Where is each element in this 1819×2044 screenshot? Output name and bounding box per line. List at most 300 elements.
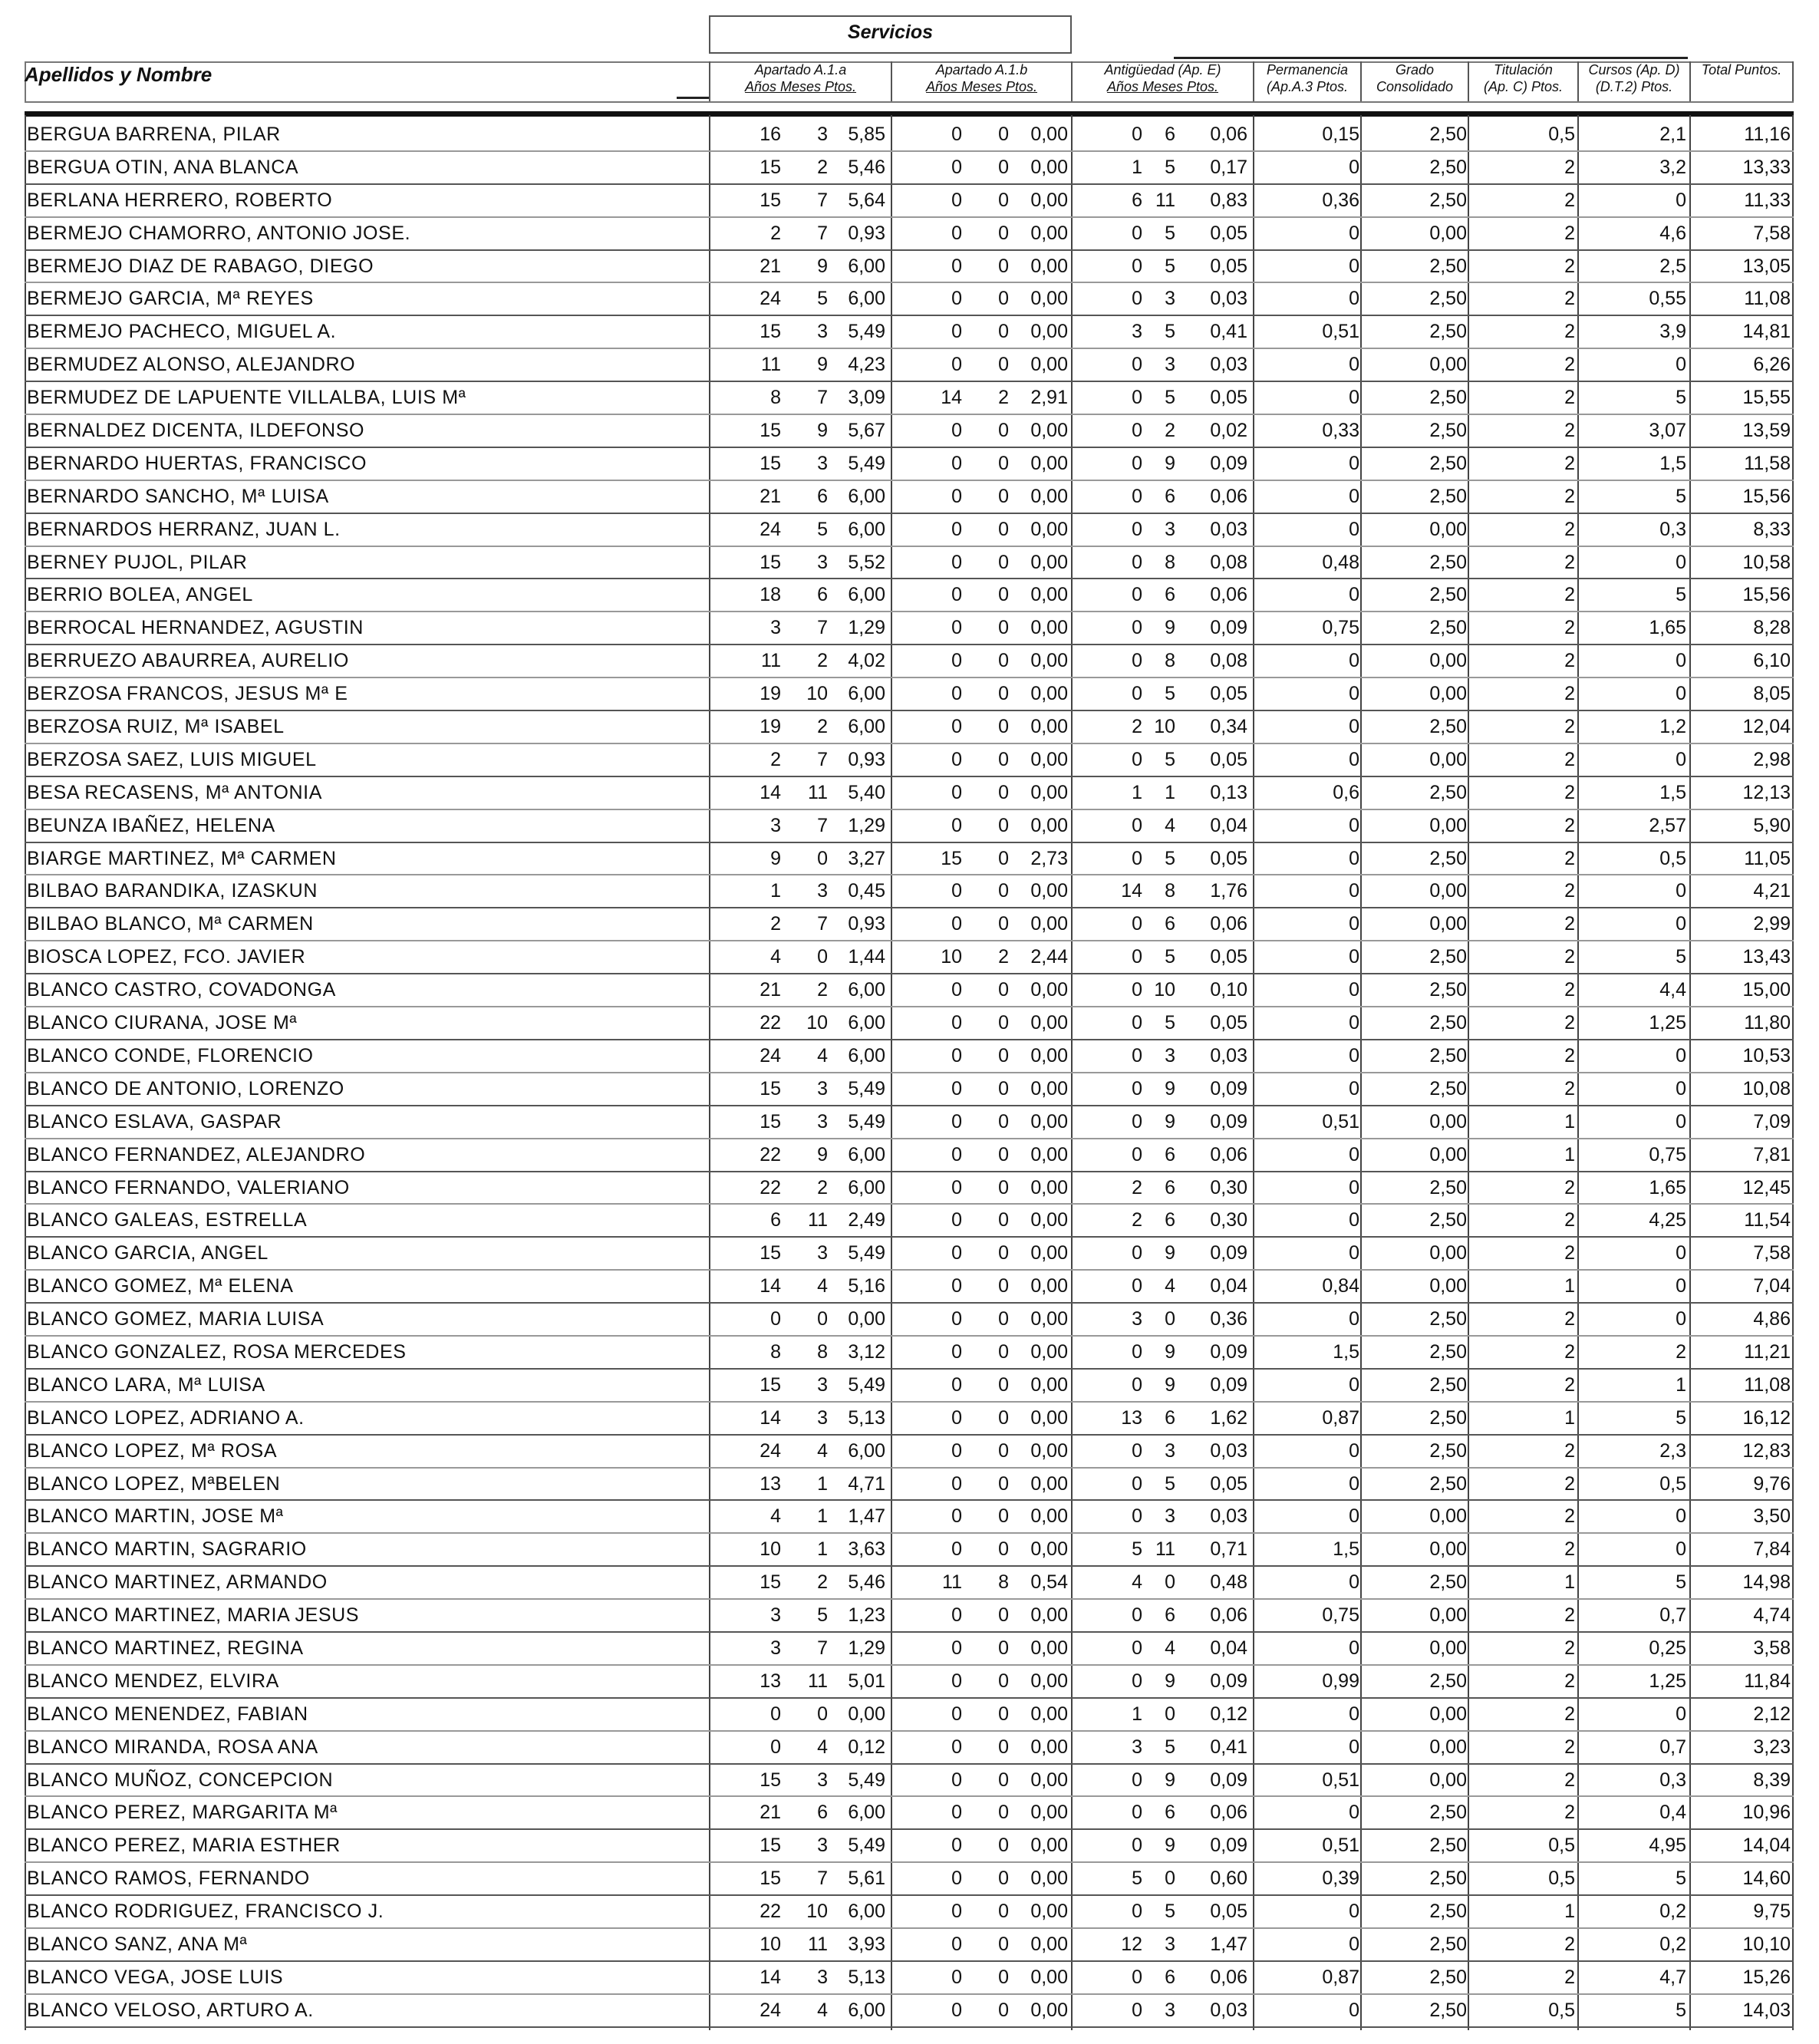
cell-cursos: 0,3 (1659, 518, 1686, 540)
cell-grado: 2,50 (1429, 387, 1467, 409)
cell-a1a-months: 9 (817, 420, 828, 442)
cell-antig-years: 0 (1132, 255, 1142, 277)
cell-permanencia: 0 (1349, 1901, 1359, 1923)
cell-a1b-points: 0,00 (1030, 255, 1068, 277)
cell-a1b-months: 0 (998, 1110, 1009, 1132)
cell-a1b-months: 0 (998, 1308, 1009, 1330)
cell-cursos: 1,25 (1649, 1670, 1686, 1692)
cell-antig-points: 0,03 (1210, 1439, 1247, 1462)
cell-a1a-points: 6,00 (848, 1044, 885, 1067)
cell-a1b-months: 0 (998, 1604, 1009, 1627)
table-row (25, 1633, 1794, 1666)
cell-a1a-years: 16 (760, 124, 781, 145)
cell-antig-years: 0 (1132, 1670, 1142, 1692)
cell-grado: 2,50 (1429, 617, 1467, 639)
cell-antig-points: 0,04 (1210, 1275, 1247, 1297)
cell-a1b-years: 0 (951, 354, 962, 376)
cell-name: BLANCO FERNANDEZ, ALEJANDRO (27, 1143, 366, 1165)
cell-a1a-years: 14 (760, 1406, 781, 1429)
cell-antig-points: 0,30 (1210, 1176, 1247, 1198)
cell-antig-months: 8 (1165, 551, 1175, 573)
cell-permanencia: 0 (1349, 1242, 1359, 1264)
cell-a1a-years: 10 (760, 1538, 781, 1561)
cell-a1b-points: 0,00 (1030, 748, 1068, 770)
cell-total: 7,04 (1753, 1275, 1791, 1297)
cell-grado: 0,00 (1429, 683, 1467, 705)
cell-titulacion: 2 (1564, 354, 1575, 376)
cell-antig-months: 1 (1165, 781, 1175, 803)
cell-a1a-months: 7 (817, 387, 828, 409)
cell-a1b-years: 0 (951, 124, 962, 145)
cell-antig-months: 6 (1165, 485, 1175, 507)
cell-titulacion: 1 (1564, 1571, 1575, 1594)
cell-cursos: 5 (1676, 584, 1686, 606)
cell-name: BLANCO MARTINEZ, MARIA JESUS (27, 1604, 360, 1627)
cell-titulacion: 2 (1564, 683, 1575, 705)
col-header-grado-l1: Grado (1395, 62, 1435, 77)
cell-a1a-months: 2 (817, 716, 828, 738)
cell-permanencia: 0 (1349, 485, 1359, 507)
cell-antig-months: 3 (1165, 1439, 1175, 1462)
cell-permanencia: 0 (1349, 156, 1359, 178)
cell-titulacion: 2 (1564, 1209, 1575, 1231)
cell-titulacion: 2 (1564, 1933, 1575, 1955)
cell-permanencia: 0 (1349, 222, 1359, 244)
cell-permanencia: 0 (1349, 584, 1359, 606)
cell-a1b-points: 0,00 (1030, 1340, 1068, 1363)
cell-antig-years: 3 (1132, 1736, 1142, 1758)
cell-permanencia: 0,84 (1322, 1275, 1359, 1297)
cell-a1b-points: 0,00 (1030, 617, 1068, 639)
cell-a1b-years: 0 (951, 1340, 962, 1363)
cell-permanencia: 0 (1349, 1933, 1359, 1955)
col-header-titulacion (1468, 61, 1577, 101)
cell-cursos: 5 (1676, 485, 1686, 507)
cell-grado: 2,50 (1429, 1966, 1467, 1988)
table-row (25, 1403, 1794, 1436)
cell-permanencia: 0,51 (1322, 1769, 1359, 1791)
cell-cursos: 5 (1676, 1868, 1686, 1890)
cell-antig-points: 0,30 (1210, 1209, 1247, 1231)
cell-permanencia: 0 (1349, 1571, 1359, 1594)
cell-antig-months: 9 (1165, 1340, 1175, 1363)
cell-a1a-points: 5,13 (848, 1406, 885, 1429)
cell-a1b-years: 0 (951, 420, 962, 442)
cell-a1b-years: 0 (951, 1275, 962, 1297)
cell-permanencia: 0 (1349, 1703, 1359, 1725)
cell-name: BERZOSA SAEZ, LUIS MIGUEL (27, 748, 317, 770)
cell-grado: 2,50 (1429, 716, 1467, 738)
cell-a1a-months: 3 (817, 551, 828, 573)
cell-permanencia: 0 (1349, 452, 1359, 474)
col-header-total-l1: Total Puntos. (1701, 62, 1782, 77)
cell-a1b-points: 0,00 (1030, 1901, 1068, 1923)
cell-a1b-months: 0 (998, 1176, 1009, 1198)
cell-name: BERGUA BARRENA, PILAR (27, 124, 281, 145)
cell-total: 13,59 (1742, 420, 1791, 442)
cell-permanencia: 0,39 (1322, 1868, 1359, 1890)
cell-a1b-years: 0 (951, 1835, 962, 1857)
cell-grado: 0,00 (1429, 1769, 1467, 1791)
cell-antig-points: 1,62 (1210, 1406, 1247, 1429)
cell-titulacion: 2 (1564, 1802, 1575, 1824)
cell-a1b-years: 0 (951, 156, 962, 178)
cell-antig-points: 0,41 (1210, 1736, 1247, 1758)
cell-antig-years: 0 (1132, 354, 1142, 376)
cell-a1a-months: 1 (817, 1538, 828, 1561)
cell-a1b-years: 0 (951, 288, 962, 310)
cell-grado: 2,50 (1429, 1012, 1467, 1034)
cell-a1a-years: 0 (770, 1703, 781, 1725)
cell-grado: 0,00 (1429, 1736, 1467, 1758)
cell-a1a-months: 3 (817, 1835, 828, 1857)
col-header-permanencia-l1: Permanencia (1266, 62, 1349, 77)
cell-grado: 2,50 (1429, 1999, 1467, 2021)
cell-a1b-points: 0,00 (1030, 1999, 1068, 2021)
cell-a1b-points: 0,00 (1030, 1868, 1068, 1890)
cell-antig-months: 8 (1165, 650, 1175, 672)
cell-permanencia: 0 (1349, 1308, 1359, 1330)
cell-permanencia: 0 (1349, 1802, 1359, 1824)
cell-a1a-months: 9 (817, 354, 828, 376)
cell-cursos: 1,2 (1659, 716, 1686, 738)
cell-a1a-months: 4 (817, 1275, 828, 1297)
cell-a1b-months: 0 (998, 1143, 1009, 1165)
cell-a1b-months: 0 (998, 354, 1009, 376)
cell-grado: 0,00 (1429, 1242, 1467, 1264)
cell-antig-months: 5 (1165, 321, 1175, 343)
cell-antig-months: 5 (1165, 255, 1175, 277)
cell-cursos: 0 (1676, 1110, 1686, 1132)
cell-antig-points: 0,05 (1210, 683, 1247, 705)
cell-a1a-points: 5,13 (848, 1966, 885, 1988)
cell-permanencia: 0 (1349, 1736, 1359, 1758)
cell-a1b-months: 0 (998, 551, 1009, 573)
cell-titulacion: 2 (1564, 189, 1575, 211)
cell-antig-points: 0,09 (1210, 1077, 1247, 1099)
cell-name: BLANCO DE ANTONIO, LORENZO (27, 1077, 344, 1099)
cell-antig-months: 11 (1155, 1538, 1175, 1561)
table-row (25, 908, 1794, 941)
cell-total: 15,26 (1742, 1966, 1791, 1988)
cell-a1a-points: 1,29 (848, 617, 885, 639)
cell-total: 9,76 (1753, 1472, 1791, 1495)
cell-total: 11,33 (1744, 189, 1791, 211)
cell-a1a-years: 15 (760, 1077, 781, 1099)
cell-grado: 0,00 (1429, 1110, 1467, 1132)
cell-antig-months: 6 (1165, 1209, 1175, 1231)
cell-a1a-years: 19 (760, 683, 781, 705)
cell-a1a-months: 7 (817, 617, 828, 639)
cell-name: BILBAO BARANDIKA, IZASKUN (27, 880, 318, 902)
cell-a1b-points: 0,00 (1030, 189, 1068, 211)
cell-permanencia: 0,51 (1322, 321, 1359, 343)
cell-permanencia: 0 (1349, 880, 1359, 902)
cell-antig-months: 9 (1165, 1077, 1175, 1099)
cell-a1a-years: 6 (770, 1209, 781, 1231)
cell-total: 10,96 (1742, 1802, 1791, 1824)
cell-titulacion: 2 (1564, 1242, 1575, 1264)
cell-a1a-points: 3,93 (848, 1933, 885, 1955)
cell-a1b-months: 0 (998, 1538, 1009, 1561)
cell-total: 6,10 (1753, 650, 1791, 672)
table-row (25, 744, 1794, 777)
cell-a1a-points: 3,27 (848, 847, 885, 869)
cell-antig-months: 4 (1165, 1275, 1175, 1297)
cell-antig-years: 0 (1132, 1077, 1142, 1099)
cell-a1a-points: 5,61 (848, 1868, 885, 1890)
cell-titulacion: 2 (1564, 781, 1575, 803)
cell-antig-years: 0 (1132, 387, 1142, 409)
cell-a1a-years: 21 (760, 485, 781, 507)
cell-name: BLANCO SANZ, ANA Mª (27, 1933, 248, 1955)
cell-antig-months: 5 (1165, 683, 1175, 705)
cell-a1b-months: 0 (998, 1340, 1009, 1363)
cell-titulacion: 2 (1564, 222, 1575, 244)
cell-a1b-months: 0 (998, 1835, 1009, 1857)
cell-a1a-months: 0 (817, 946, 828, 968)
cell-antig-points: 0,03 (1210, 1044, 1247, 1067)
cell-antig-years: 0 (1132, 1769, 1142, 1791)
cell-a1b-years: 0 (951, 1637, 962, 1659)
cell-a1b-points: 0,00 (1030, 288, 1068, 310)
cell-cursos: 5 (1676, 1999, 1686, 2021)
cell-permanencia: 1,5 (1333, 1340, 1359, 1363)
cell-total: 11,08 (1744, 288, 1791, 310)
cell-total: 7,84 (1753, 1538, 1791, 1561)
cell-titulacion: 2 (1564, 321, 1575, 343)
cell-a1b-years: 0 (951, 485, 962, 507)
cell-name: BERZOSA FRANCOS, JESUS Mª E (27, 683, 348, 705)
cell-total: 12,13 (1742, 781, 1791, 803)
cell-a1a-years: 0 (770, 1736, 781, 1758)
cell-a1a-points: 6,00 (848, 1143, 885, 1165)
cell-permanencia: 0 (1349, 716, 1359, 738)
table-row (25, 974, 1794, 1007)
cell-antig-years: 0 (1132, 1439, 1142, 1462)
cell-cursos: 4,25 (1649, 1209, 1686, 1231)
cell-cursos: 3,9 (1659, 321, 1686, 343)
cell-permanencia: 0,75 (1322, 1604, 1359, 1627)
cell-antig-years: 2 (1132, 1209, 1142, 1231)
cell-a1b-months: 0 (998, 683, 1009, 705)
cell-name: BLANCO ESLAVA, GASPAR (27, 1110, 282, 1132)
cell-permanencia: 0,51 (1322, 1110, 1359, 1132)
cell-titulacion: 2 (1564, 617, 1575, 639)
cell-a1a-months: 2 (817, 979, 828, 1001)
cell-a1a-months: 9 (817, 255, 828, 277)
cell-a1a-months: 4 (817, 1736, 828, 1758)
cell-antig-points: 0,05 (1210, 222, 1247, 244)
cell-antig-points: 0,06 (1210, 913, 1247, 935)
table-row (25, 1600, 1794, 1633)
cell-titulacion: 2 (1564, 584, 1575, 606)
cell-a1b-months: 0 (998, 452, 1009, 474)
cell-grado: 2,50 (1429, 781, 1467, 803)
cell-a1b-points: 0,00 (1030, 354, 1068, 376)
cell-cursos: 0,3 (1659, 1769, 1686, 1791)
cell-antig-years: 4 (1132, 1571, 1142, 1594)
cell-cursos: 2,57 (1649, 814, 1686, 836)
col-header-a1a-l2: Años Meses Ptos. (744, 79, 857, 94)
cell-antig-months: 6 (1165, 913, 1175, 935)
cell-titulacion: 2 (1564, 979, 1575, 1001)
cell-a1b-points: 0,00 (1030, 1769, 1068, 1791)
cell-total: 2,12 (1753, 1703, 1791, 1725)
cell-total: 14,81 (1742, 321, 1791, 343)
cell-antig-months: 10 (1154, 716, 1175, 738)
cell-total: 5,90 (1753, 814, 1791, 836)
cell-a1b-points: 0,00 (1030, 1703, 1068, 1725)
cell-cursos: 2,3 (1659, 1439, 1686, 1462)
cell-antig-years: 0 (1132, 1802, 1142, 1824)
table-row (25, 251, 1794, 284)
cell-a1b-months: 8 (998, 1571, 1009, 1594)
cell-a1b-points: 0,00 (1030, 716, 1068, 738)
cell-a1b-points: 0,00 (1030, 1604, 1068, 1627)
cell-total: 3,50 (1753, 1505, 1791, 1528)
cell-a1b-points: 0,00 (1030, 1308, 1068, 1330)
cell-a1b-months: 0 (998, 716, 1009, 738)
table-row (25, 843, 1794, 876)
cell-permanencia: 0 (1349, 1505, 1359, 1528)
cell-antig-months: 5 (1165, 847, 1175, 869)
cell-titulacion: 2 (1564, 650, 1575, 672)
cell-titulacion: 2 (1564, 1077, 1575, 1099)
cell-antig-months: 6 (1165, 1604, 1175, 1627)
cell-name: BLANCO CASTRO, COVADONGA (27, 979, 336, 1001)
cell-name: BERNALDEZ DICENTA, ILDEFONSO (27, 420, 365, 442)
cell-a1b-months: 0 (998, 1637, 1009, 1659)
cell-antig-months: 9 (1165, 1110, 1175, 1132)
cell-antig-years: 5 (1132, 1868, 1142, 1890)
cell-total: 10,58 (1742, 551, 1791, 573)
cell-a1a-months: 11 (808, 1209, 828, 1231)
cell-a1a-years: 15 (760, 551, 781, 573)
cell-cursos: 4,7 (1659, 1966, 1686, 1988)
cell-name: BLANCO MIRANDA, ROSA ANA (27, 1736, 318, 1758)
cell-a1a-months: 3 (817, 1242, 828, 1264)
cell-a1a-points: 5,46 (848, 156, 885, 178)
cell-a1b-points: 0,00 (1030, 1110, 1068, 1132)
cell-antig-points: 0,06 (1210, 1966, 1247, 1988)
cell-a1a-points: 5,49 (848, 452, 885, 474)
cell-a1a-points: 6,00 (848, 584, 885, 606)
cell-cursos: 0,55 (1649, 288, 1686, 310)
cell-antig-points: 0,83 (1210, 189, 1247, 211)
cell-a1b-years: 0 (951, 1538, 962, 1561)
cell-titulacion: 0,5 (1548, 1868, 1575, 1890)
cell-antig-years: 14 (1121, 880, 1142, 902)
cell-grado: 2,50 (1429, 1472, 1467, 1495)
cell-name: BLANCO MENENDEZ, FABIAN (27, 1703, 308, 1725)
cell-antig-months: 9 (1165, 452, 1175, 474)
cell-a1a-years: 22 (760, 1143, 781, 1165)
table-row (25, 1238, 1794, 1271)
col-header-total (1689, 61, 1794, 101)
cell-name: BLANCO MARTIN, JOSE Mª (27, 1505, 284, 1528)
cell-a1a-months: 0 (817, 1703, 828, 1725)
cell-a1a-months: 3 (817, 1077, 828, 1099)
cell-titulacion: 2 (1564, 946, 1575, 968)
table-row (25, 185, 1794, 218)
cell-a1b-months: 0 (998, 650, 1009, 672)
cell-a1b-years: 14 (941, 387, 962, 409)
cell-a1a-months: 10 (806, 683, 828, 705)
cell-a1a-years: 15 (760, 156, 781, 178)
cell-total: 3,23 (1753, 1736, 1791, 1758)
cell-a1b-months: 0 (998, 748, 1009, 770)
col-header-antiguedad-l2: Años Meses Ptos. (1106, 79, 1219, 94)
cell-name: BLANCO GONZALEZ, ROSA MERCEDES (27, 1340, 407, 1363)
cell-a1b-years: 0 (951, 189, 962, 211)
cell-a1b-points: 0,00 (1030, 1077, 1068, 1099)
col-header-a1b (891, 61, 1071, 101)
cell-a1b-points: 0,00 (1030, 1012, 1068, 1034)
scores-table (25, 119, 1794, 2028)
cell-a1b-years: 0 (951, 584, 962, 606)
cell-a1b-months: 0 (998, 518, 1009, 540)
cell-a1b-months: 0 (998, 584, 1009, 606)
cell-a1b-months: 0 (998, 1209, 1009, 1231)
cell-cursos: 0 (1676, 1044, 1686, 1067)
table-row (25, 1797, 1794, 1830)
cell-titulacion: 2 (1564, 551, 1575, 573)
cell-antig-months: 3 (1165, 1505, 1175, 1528)
cell-a1b-months: 0 (998, 1966, 1009, 1988)
cell-a1a-months: 10 (806, 1901, 828, 1923)
cell-a1a-months: 2 (817, 1571, 828, 1594)
cell-a1b-months: 0 (998, 1901, 1009, 1923)
cell-grado: 0,00 (1429, 814, 1467, 836)
cell-a1b-years: 0 (951, 1901, 962, 1923)
cell-antig-months: 9 (1165, 1670, 1175, 1692)
cell-a1a-months: 4 (817, 1439, 828, 1462)
cell-a1b-months: 0 (998, 156, 1009, 178)
col-header-cursos (1577, 61, 1689, 101)
cell-a1a-years: 15 (760, 1769, 781, 1791)
cell-total: 7,09 (1753, 1110, 1791, 1132)
cell-a1a-points: 6,00 (848, 1012, 885, 1034)
cell-a1a-months: 1 (817, 1472, 828, 1495)
cell-cursos: 0 (1676, 1308, 1686, 1330)
cell-antig-years: 13 (1121, 1406, 1142, 1429)
cell-a1a-years: 9 (770, 847, 781, 869)
cell-permanencia: 0 (1349, 748, 1359, 770)
cell-a1a-months: 3 (817, 321, 828, 343)
cell-antig-months: 9 (1165, 1373, 1175, 1396)
cell-a1b-years: 0 (951, 1373, 962, 1396)
cell-total: 10,53 (1742, 1044, 1791, 1067)
cell-permanencia: 0 (1349, 354, 1359, 376)
cell-a1a-years: 15 (760, 1242, 781, 1264)
cell-a1a-months: 2 (817, 1176, 828, 1198)
cell-name: BLANCO FERNANDO, VALERIANO (27, 1176, 350, 1198)
cell-grado: 0,00 (1429, 518, 1467, 540)
cell-a1a-points: 3,63 (848, 1538, 885, 1561)
cell-grado: 0,00 (1429, 913, 1467, 935)
cell-titulacion: 2 (1564, 1373, 1575, 1396)
cell-a1b-months: 2 (998, 946, 1009, 968)
cell-a1a-years: 21 (760, 255, 781, 277)
table-row (25, 1436, 1794, 1469)
cell-titulacion: 1 (1564, 1406, 1575, 1429)
cell-grado: 2,50 (1429, 1933, 1467, 1955)
cell-a1b-points: 0,00 (1030, 452, 1068, 474)
cell-antig-points: 0,09 (1210, 1340, 1247, 1363)
cell-permanencia: 1,5 (1333, 1538, 1359, 1561)
table-row (25, 119, 1794, 152)
